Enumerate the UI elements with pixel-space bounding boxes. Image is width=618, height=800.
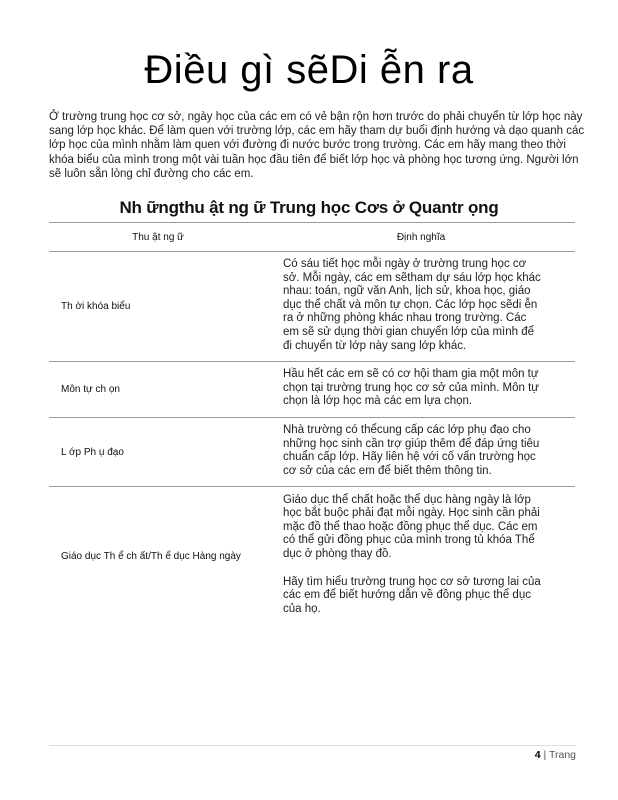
header-definition: Định nghĩa xyxy=(267,223,575,252)
row-term: Giáo dục Th ể ch ất/Th ể dục Hàng ngày xyxy=(49,487,267,625)
intro-paragraph: Ở trường trung học cơ sở, ngày học của các em có vẻ bận rộn hơn trước do phải chuyển từ lớp học này sang lớp học khác. Để làm quen với trường lớp, các em hãy tham dự buổi định hướng và dạo quanh các lớp học của mình nhằm làm quen với đường đi nước bước trong trường. Các em hãy mang theo thời khóa biểu của mình trong một vài tuần học đầu tiên để biết lớp học và phòng học tương ứng. Người lớn sẽ luôn sẵn lòng chỉ đường cho các em. xyxy=(49,111,585,180)
table-row xyxy=(49,417,575,486)
definition-paragraph: Hầu hết các em sẽ có cơ hội tham gia một môn tự chọn tại trường trung học cơ sở của mình. Môn tự chọn là lớp học mà các em lựa chọn. xyxy=(283,368,539,408)
row-definition xyxy=(267,252,575,362)
table-row xyxy=(49,487,575,625)
row-term: Th ời khóa biểu xyxy=(49,252,267,362)
header-term: Thu ật ng ữ xyxy=(49,223,267,252)
page-label: Trang xyxy=(548,749,576,761)
table-title: Nh ữngthu ật ng ữ Trung học Cơs ở Quantr ọng xyxy=(119,198,499,217)
row-definition xyxy=(267,362,575,418)
footer-divider xyxy=(49,745,576,746)
table-row xyxy=(49,252,575,362)
table-row xyxy=(49,362,575,418)
page-number: 4 xyxy=(534,749,541,761)
row-term: L ớp Ph ụ đạo xyxy=(49,417,267,486)
page-footer xyxy=(535,749,576,761)
row-term: Môn tự ch ọn xyxy=(49,362,267,418)
row-definition xyxy=(267,487,575,625)
footer-separator: | xyxy=(543,749,547,761)
definition-paragraph: Nhà trường có thểcung cấp các lớp phụ đạo cho những học sinh cần trợ giúp thêm để đáp ứng tiêu chuẩn cấp lớp. Hãy liên hệ với cố vấn trường học cơ sở của các em để biết thêm thông tin. xyxy=(283,423,540,477)
row-definition xyxy=(267,417,575,486)
table-header-row xyxy=(49,223,575,252)
page-title: Điều gì sẽDi ễn ra xyxy=(144,48,474,92)
terms-table xyxy=(49,222,575,625)
definition-paragraph: Có sáu tiết học mỗi ngày ở trường trung học cơ sở. Mỗi ngày, các em sẽtham dự sáu lớp học khác nhau: toán, ngữ văn Anh, lịch sử, khoa học, giáo dục thể chất và môn tự chọn. Các lớp học sẽdi ễn ra ở những phòng khác nhau trong trường. Các em sẽ sử dụng thời gian chuyển lớp của mình để đi chuyển từ lớp này sang lớp khác. xyxy=(283,258,541,352)
definition-paragraph: Hãy tìm hiểu trường trung học cơ sở tương lai của các em để biết hướng dẫn về đồng phục thể dục của họ. xyxy=(283,575,541,615)
definition-paragraph: Giáo dục thể chất hoặc thể dục hàng ngày là lớp học bắt buộc phải đạt mỗi ngày. Học sinh cần phải mặc đồ thể thao hoặc đồng phục thể dục. Các em có thể gửi đồng phục của mình trong tủ khóa Thể dục ở phòng thay đồ. xyxy=(283,493,540,561)
